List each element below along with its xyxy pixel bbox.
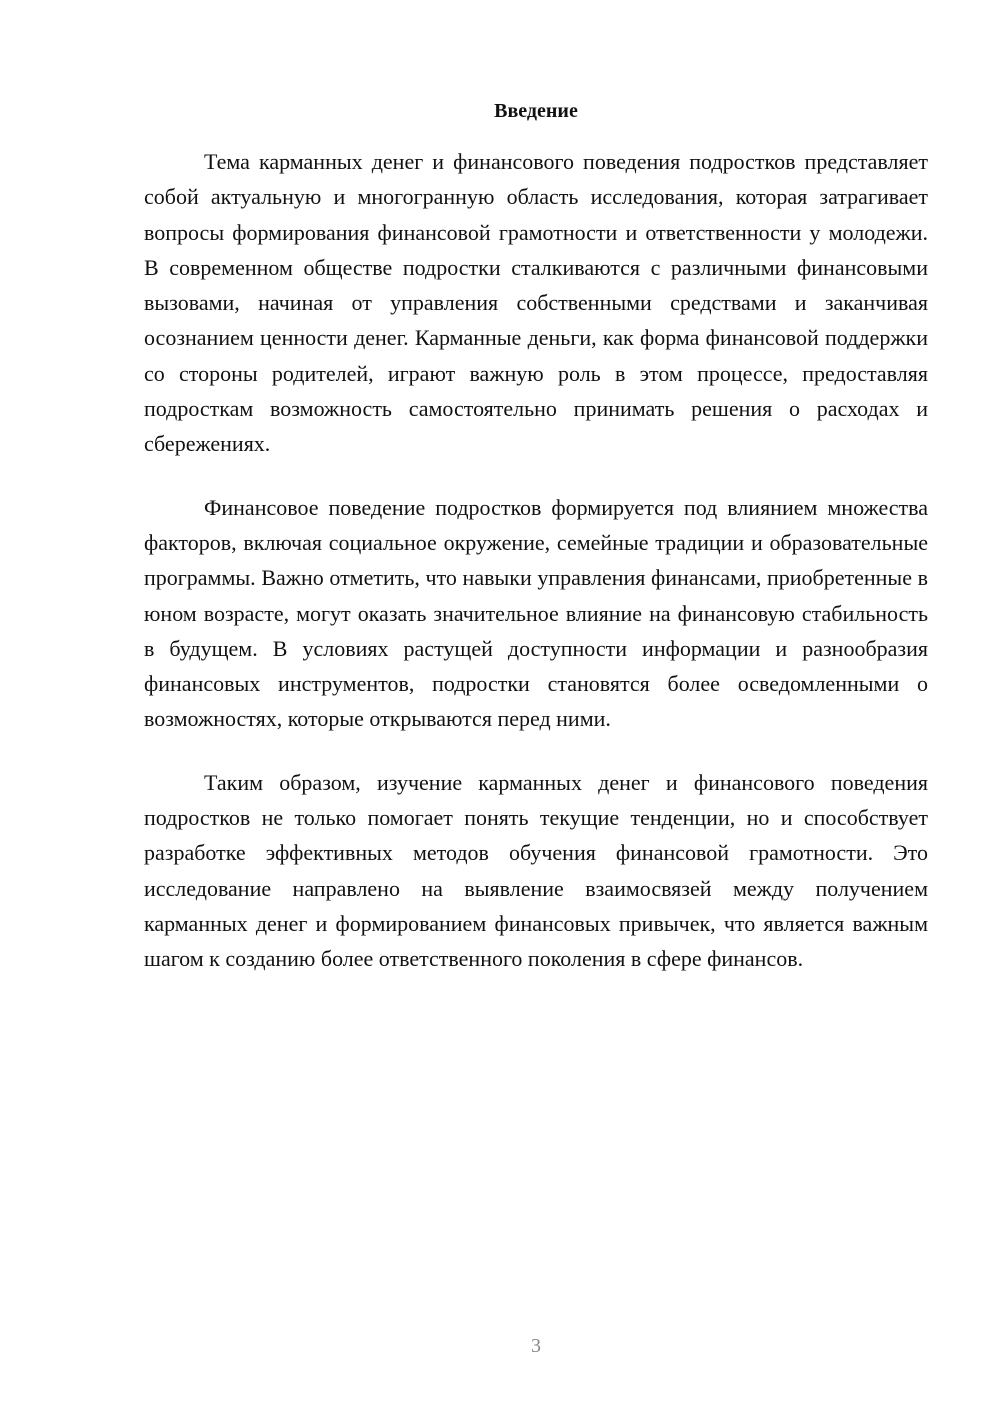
paragraph-3: Таким образом, изучение карманных денег и финансового поведения подростков не только помогает понять текущие тенденции, но и способствует разработке эффективных методов обучения финансовой грамотности. Это исследование направлено на выявление взаимосвязей между получением карманных денег и формированием финансовых привычек, что является важным шагом к созданию более ответственного поколения в сфере финансов. (144, 769, 928, 972)
page-number: 3 (531, 1335, 541, 1357)
paragraph-2: Финансовое поведение подростков формируется под влиянием множества факторов, включая социальное окружение, семейные традиции и образовательные программы. Важно отметить, что навыки управления финансами, приобретенные в юном возрасте, могут оказать значительное влияние на финансовую стабильность в будущем. В условиях растущей доступности информации и разнообразия финансовых инструментов, подростки становятся более осведомленными о возможностях, которые открываются перед ними. (144, 494, 928, 732)
paragraph-1: Тема карманных денег и финансового поведения подростков представляет собой актуальную и многогранную область исследования, которая затрагивает вопросы формирования финансовой грамотности и ответственности у молодежи. В современном обществе подростки сталкиваются с различными финансовыми вызовами, начиная от управления собственными средствами и заканчивая осознанием ценности денег. Карманные деньги, как форма финансовой поддержки со стороны родителей, играют важную роль в этом процессе, предоставляя подросткам возможность самостоятельно принимать решения о расходах и сбережениях. (144, 149, 928, 457)
section-heading: Введение (494, 100, 578, 122)
page-body (144, 95, 928, 977)
